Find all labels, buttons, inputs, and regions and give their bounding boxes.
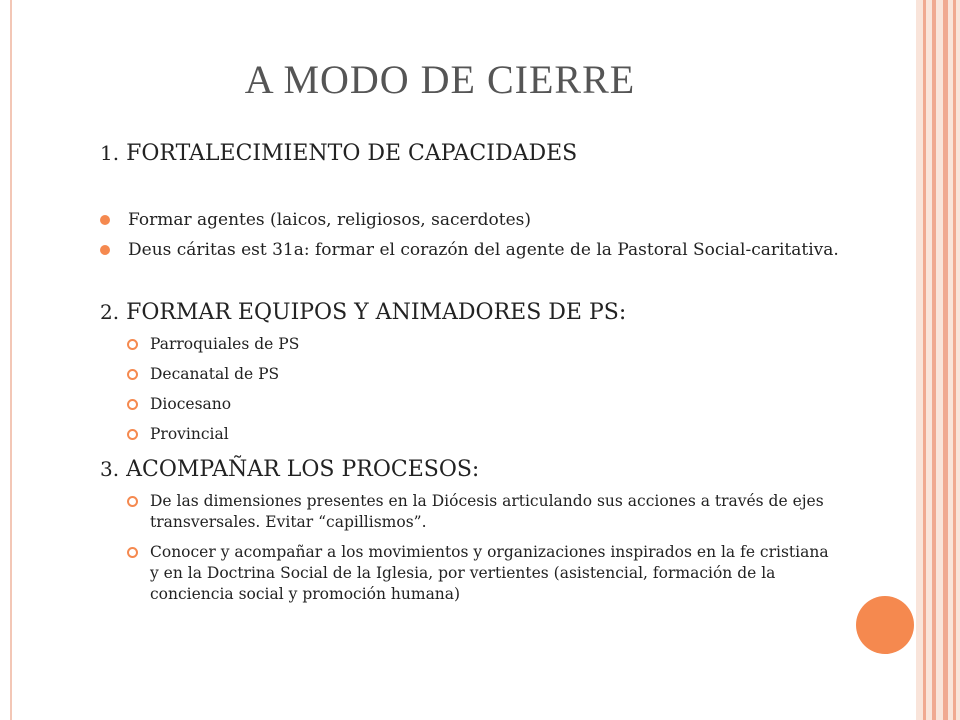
section-number: 2. [100, 300, 120, 324]
list-item [126, 424, 840, 445]
list-item [126, 491, 840, 533]
list-item-text: Deus cáritas est 31a: formar el corazón del agente de la Pastoral Social-caritativa. [128, 240, 839, 260]
list-item-text: Formar agentes (laicos, religiosos, sacerdotes) [128, 210, 532, 230]
slide-title: A MODO DE CIERRE [244, 57, 636, 102]
section-heading-text: FORTALECIMIENTO DE CAPACIDADES [126, 141, 578, 166]
section-number: 1. [100, 141, 120, 165]
list-item-text: Parroquiales de PS [150, 335, 300, 353]
bullet-ring-icon [127, 369, 138, 380]
list-item-text: Diocesano [150, 395, 232, 413]
section-number: 3. [100, 457, 120, 481]
stripe [943, 0, 948, 720]
list-item-text: Decanatal de PS [150, 365, 280, 383]
section-heading-1 [100, 138, 840, 169]
bullet-ring-icon [127, 429, 138, 440]
list-item [126, 364, 840, 385]
bullet-dot-icon [100, 215, 110, 225]
list-item-text: De las dimensiones presentes en la Diócesis articulando sus acciones a través de ejes transversales. Evitar “capillismos”. [150, 492, 824, 531]
sub-list-2 [126, 334, 840, 445]
list-item-text: Provincial [150, 425, 229, 443]
section-heading-2 [100, 297, 840, 328]
bullet-ring-icon [127, 339, 138, 350]
bullet-list-1 [100, 209, 840, 261]
section-heading-text: FORMAR EQUIPOS Y ANIMADORES DE PS: [126, 300, 627, 325]
bullet-ring-icon [127, 547, 138, 558]
section-heading-text: ACOMPAÑAR LOS PROCESOS: [126, 457, 480, 482]
decorative-circle [856, 596, 914, 654]
stripe [923, 0, 926, 720]
stripe [953, 0, 956, 720]
bullet-ring-icon [127, 496, 138, 507]
bullet-dot-icon [100, 245, 110, 255]
list-item-text: Conocer y acompañar a los movimientos y organizaciones inspirados en la fe cristiana y en la Doctrina Social de la Iglesia, por vertientes (asistencial, formación de la conciencia social y promoción humana) [150, 543, 829, 603]
left-border-line [10, 0, 12, 720]
sub-list-3 [126, 491, 840, 605]
decorative-stripes [916, 0, 960, 720]
list-item [100, 239, 840, 261]
list-item [126, 394, 840, 415]
slide-content [100, 138, 840, 614]
section-heading-3 [100, 454, 840, 485]
list-item [126, 334, 840, 355]
bullet-ring-icon [127, 399, 138, 410]
list-item [126, 542, 840, 605]
stripe [932, 0, 936, 720]
list-item [100, 209, 840, 231]
